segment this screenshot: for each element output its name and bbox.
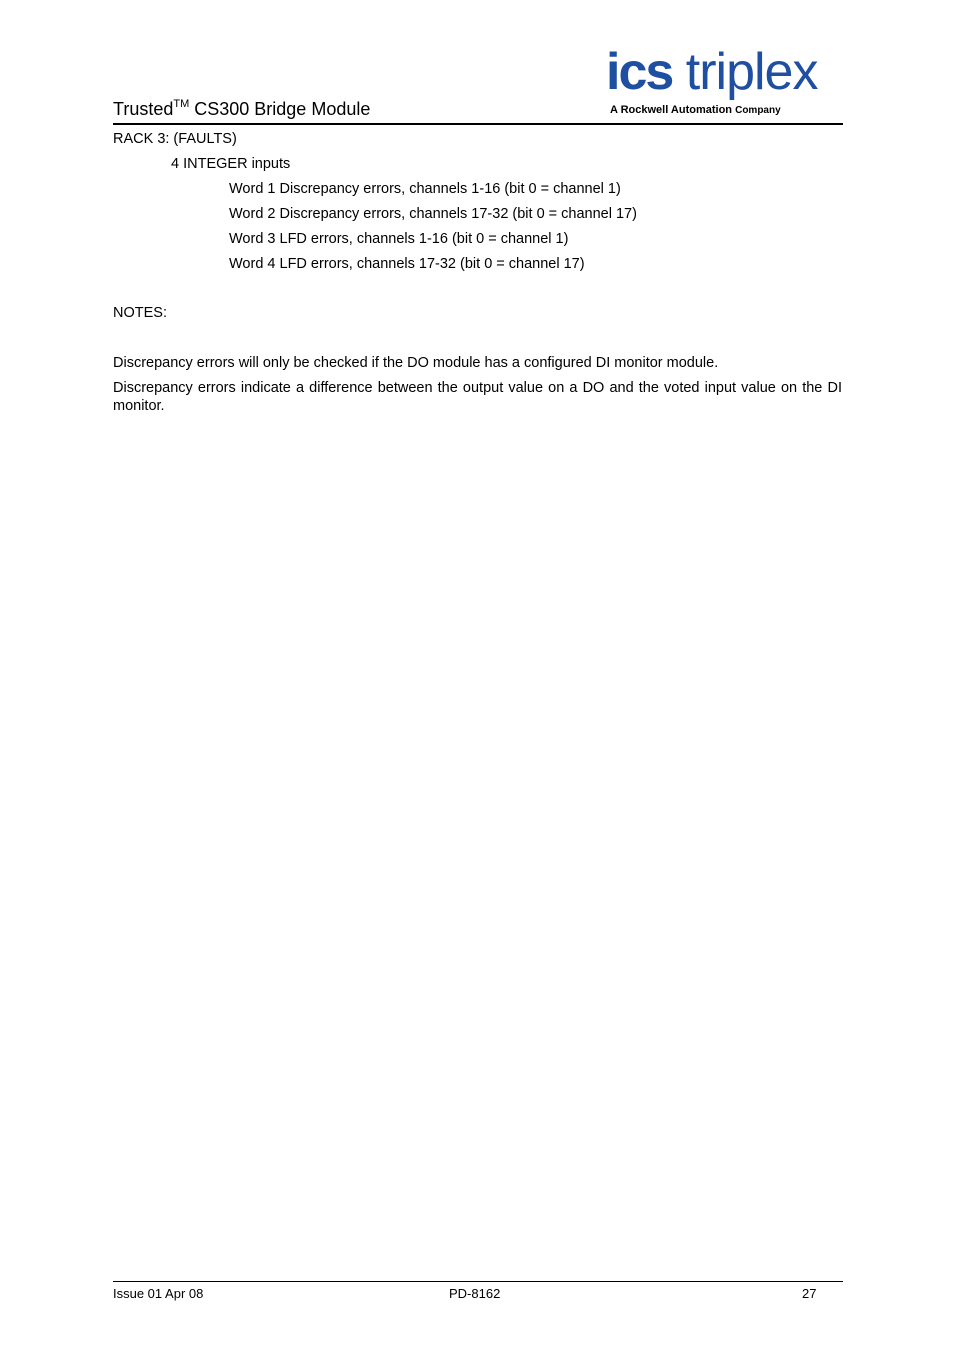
- footer-issue: Issue 01 Apr 08: [113, 1286, 204, 1301]
- word-list-item: Word 1 Discrepancy errors, channels 1-16 (bit 0 = channel 1): [229, 181, 621, 197]
- note-paragraph: Discrepancy errors will only be checked if the DO module has a configured DI monitor module.: [113, 355, 719, 371]
- logo-wordmark: [606, 42, 817, 102]
- word-list-item: Word 4 LFD errors, channels 17-32 (bit 0 = channel 17): [229, 256, 585, 272]
- rack-heading: RACK 3: (FAULTS): [113, 131, 237, 147]
- page-header-title: [113, 97, 370, 124]
- footer-doc-number: PD-8162: [449, 1286, 501, 1301]
- word-list-item: Word 2 Discrepancy errors, channels 17-32 (bit 0 = channel 17): [229, 206, 637, 222]
- note-paragraph: Discrepancy errors indicate a difference between the output value on a DO and the voted input value on the DI monitor.: [113, 380, 842, 414]
- header-title-suffix: CS300 Bridge Module: [189, 99, 371, 119]
- footer-divider: [113, 1281, 843, 1282]
- header-divider: [113, 123, 843, 125]
- footer-page-number: 27: [802, 1286, 817, 1301]
- logo-tagline: [610, 103, 781, 118]
- inputs-label: 4 INTEGER inputs: [171, 156, 291, 172]
- logo-wordmark-light: triplex: [685, 43, 818, 101]
- trademark-superscript: TM: [173, 98, 190, 110]
- word-list-item: Word 3 LFD errors, channels 1-16 (bit 0 = channel 1): [229, 231, 569, 247]
- logo-tagline-company: Company: [735, 105, 781, 116]
- company-logo: [606, 42, 842, 120]
- logo-tagline-text: A Rockwell Automation: [610, 104, 733, 116]
- notes-heading: NOTES:: [113, 305, 167, 321]
- header-title-prefix: Trusted: [113, 99, 174, 119]
- logo-wordmark-bold: ics: [606, 43, 673, 101]
